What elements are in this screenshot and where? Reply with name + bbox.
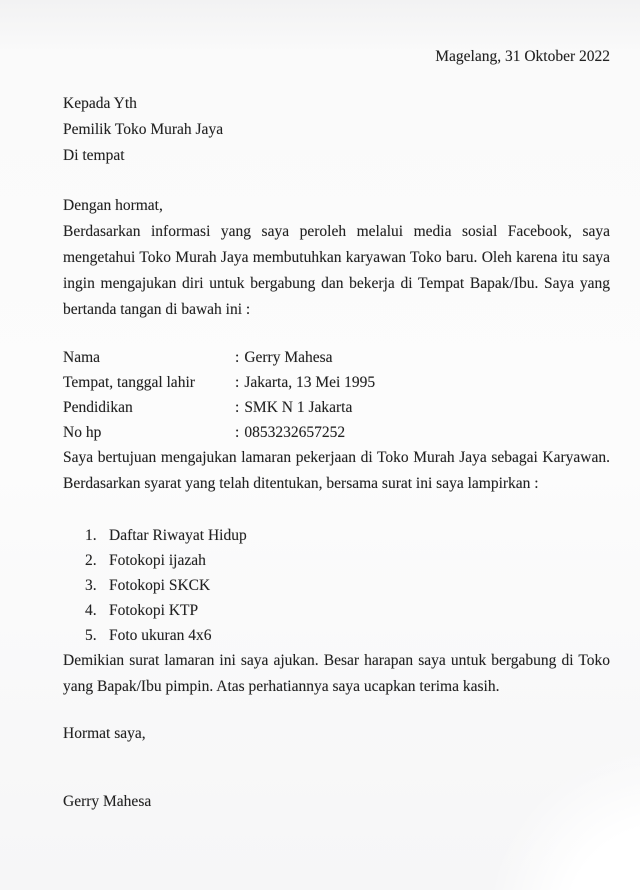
field-colon: :	[235, 399, 240, 416]
list-item-text: Foto ukuran 4x6	[109, 627, 212, 644]
list-item	[85, 573, 610, 598]
purpose-paragraph: Saya bertujuan mengajukan lamaran pekerjaan di Toko Murah Jaya sebagai Karyawan. Berdasarkan syarat yang telah ditentukan, bersama surat ini saya lampirkan :	[63, 449, 610, 492]
field-value: Gerry Mahesa	[244, 349, 333, 366]
list-item	[85, 523, 610, 548]
field-value: Jakarta, 13 Mei 1995	[244, 374, 376, 391]
field-row-nama	[63, 345, 610, 370]
closing-salutation: Hormat saya,	[63, 725, 146, 742]
list-item	[85, 548, 610, 573]
field-row-nohp	[63, 420, 610, 445]
closing-paragraph: Demikian surat lamaran ini saya ajukan. Besar harapan saya untuk bergabung di Toko yang Bapak/Ibu pimpin. Atas perhatiannya saya ucapkan terima kasih.	[63, 652, 610, 695]
field-colon: :	[235, 374, 240, 391]
field-value: SMK N 1 Jakarta	[244, 399, 353, 416]
field-colon: :	[235, 349, 240, 366]
field-colon: :	[235, 424, 240, 441]
recipient-line-kepada: Kepada Yth	[63, 95, 137, 112]
field-value: 0853232657252	[244, 424, 346, 441]
intro-paragraph: Berdasarkan informasi yang saya peroleh melalui media sosial Facebook, saya mengetahui Toko Murah Jaya membutuhkan karyawan Toko baru. Oleh karena itu saya ingin mengajukan diri untuk bergabung dan bekerja di Tempat Bapak/Ibu. Saya yang bertanda tangan di bawah ini :	[63, 223, 610, 318]
field-label: Nama	[63, 349, 101, 366]
list-item-number: 5.	[85, 627, 97, 644]
list-item-number: 2.	[85, 552, 97, 569]
personal-data-block	[63, 345, 610, 445]
list-item	[85, 623, 610, 648]
recipient-line-ditempat: Di tempat	[63, 147, 125, 164]
letter-date: Magelang, 31 Oktober 2022	[435, 48, 610, 65]
field-row-ttl	[63, 370, 610, 395]
attachments-list	[63, 523, 610, 648]
field-row-pendidikan	[63, 395, 610, 420]
field-label: Pendidikan	[63, 399, 133, 416]
list-item-text: Daftar Riwayat Hidup	[109, 527, 247, 544]
list-item-text: Fotokopi KTP	[109, 602, 199, 619]
field-label: Tempat, tanggal lahir	[63, 374, 195, 391]
list-item-number: 4.	[85, 602, 97, 619]
recipient-line-pemilik: Pemilik Toko Murah Jaya	[63, 121, 224, 138]
recipient-block	[63, 91, 610, 169]
list-item-text: Fotokopi ijazah	[109, 552, 206, 569]
list-item-number: 3.	[85, 577, 97, 594]
list-item-text: Fotokopi SKCK	[109, 577, 211, 594]
list-item-number: 1.	[85, 527, 97, 544]
salutation: Dengan hormat,	[63, 197, 163, 214]
signature-name: Gerry Mahesa	[63, 793, 152, 810]
field-label: No hp	[63, 424, 102, 441]
list-item	[85, 598, 610, 623]
